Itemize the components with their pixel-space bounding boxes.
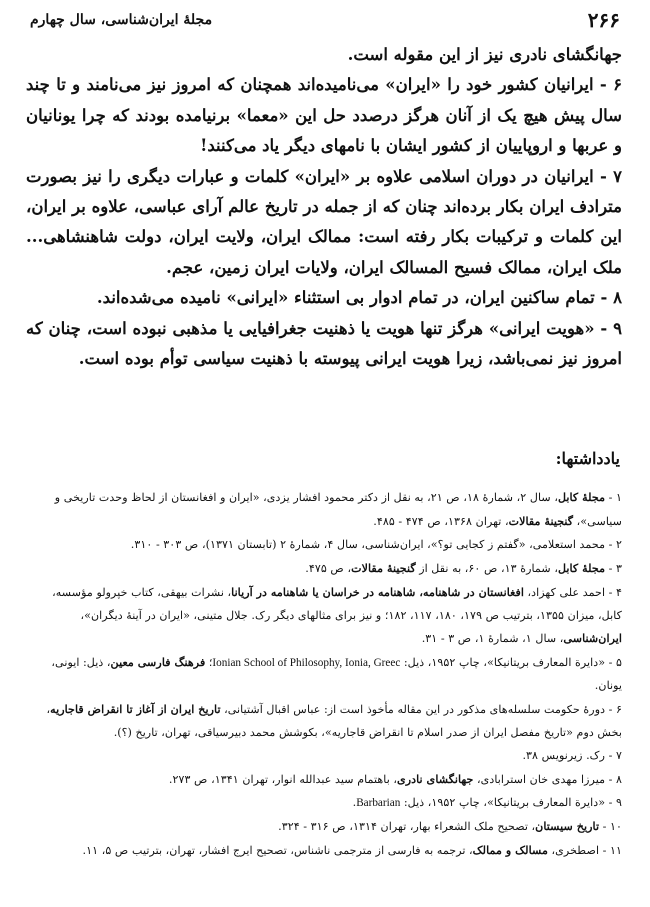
- footnote-4-book: افغانستان در شاهنامه، شاهنامه در خراسان یا شاهنامه در آریانا: [231, 584, 524, 599]
- footnote-5-latin-term: Ionian School of Philosophy, Ionia, Greec: [212, 657, 401, 670]
- footnote-3-text-b: ، شمارهٔ ۱۳، ص ۶۰، به نقل از: [415, 561, 558, 575]
- footnote-3: [26, 557, 622, 581]
- footnote-6-book: تاریخ ایران از آغاز تا انقراض قاجاریه: [50, 702, 221, 717]
- paragraph-7: [26, 162, 622, 284]
- footnote-1-text-a: ۱ -: [605, 491, 622, 504]
- footnote-3-book: گنجینهٔ مقالات: [351, 560, 416, 575]
- footnote-5: [26, 651, 622, 698]
- footnote-3-journal: مجلهٔ کابل: [557, 560, 606, 575]
- footnote-4: [26, 581, 622, 652]
- footnote-4-text-b: ، نشرات بیهقی، کتاب خپرولو مؤسسه، کابل، میزان ۱۳۵۵، بترتیب ص ۱۷۹، ۱۸۰، ۱۱۷، ۱۸۲؛ و نیز برای مثالهای دیگر رک. جلال متینی، «ایران در آینهٔ دیگران»،: [52, 585, 622, 622]
- footnote-11-book: مسالک و ممالک: [472, 842, 548, 857]
- paragraph-8: ۸ - تمام ساکنین ایران، در تمام ادوار بی استثناء «ایرانی» نامیده می‌شده‌اند.: [96, 288, 622, 308]
- footnote-7: ۷ - رک. زیرنویس ۳۸.: [522, 748, 622, 762]
- footnote-11-text-b: ، ترجمه به فارسی از مترجمی ناشناس، تصحیح ایرج افشار، تهران، بترتیب ص ۵، ۱۱.: [82, 843, 473, 857]
- footnote-6: [26, 698, 622, 745]
- footnotes-list: [26, 486, 622, 863]
- footnote-9-text-a: ۹ - «دایرة المعارف بریتانیکا»، چاپ ۱۹۵۲، ذیل:: [400, 795, 622, 809]
- footnote-6-text-b: ، بخش دوم «تاریخ مفصل ایران از صدر اسلام تا انقراض قاجاریه»، بکوشش محمد دبیرسیاقی، تهران، تاریخ (؟).: [46, 703, 622, 740]
- footnote-9-latin-term: Barbarian: [356, 796, 401, 809]
- footnote-5-book: فرهنگ فارسی معین: [110, 655, 206, 670]
- footnote-1: [26, 486, 622, 534]
- footnote-8-text-a: ۸ - میرزا مهدی خان استرابادی،: [473, 772, 622, 786]
- body-text: [26, 40, 622, 374]
- footnote-4-text-a: ۴ - احمد علی کهزاد،: [523, 585, 622, 599]
- footnote-5-text-b: ؛: [205, 656, 213, 670]
- footnote-10: [26, 815, 622, 839]
- footnote-4-text-c: ، سال ۱، شمارهٔ ۱، ص ۳ - ۳۱.: [421, 632, 564, 646]
- footnote-10-book: تاریخ سیستان: [535, 818, 600, 833]
- footnote-2: ۲ - محمد استعلامی، «گفتم ز کجایی تو؟»، ایران‌شناسی، سال ۴، شمارهٔ ۲ (تابستان ۱۳۷۱)، ص ۳۰۳ - ۳۱۰.: [130, 537, 622, 551]
- paragraph-7-text-b: ، علاوه بر ایران، این کلمات و ترکیبات بکار رفته است: ممالک ایران، ولایت ایران، دولت شاهنشاهی... ملک ایران، ممالک فسیح المسالک ایران، ولایات ایران زمین، عجم.: [26, 197, 622, 277]
- paragraph-6: ۶ - ایرانیان کشور خود را «ایران» می‌نامیده‌اند همچنان که امروز نیز می‌نامند و تا چند سال پیش هیچ یک از آنان هرگز درصدد حل این «معما» برنیامده بودند که چرا یونانیان و عربها و اروپاییان از کشور ایشان با نامهای دیگر یاد می‌کنند!: [26, 75, 622, 156]
- page-header: [30, 6, 620, 34]
- footnote-11: [26, 839, 622, 863]
- running-title: مجلهٔ ایران‌شناسی، سال چهارم: [30, 12, 213, 28]
- paragraph-7-book-title: تاریخ عالم آرای عباسی: [139, 197, 298, 217]
- footnote-10-text-a: ۱۰ -: [599, 819, 622, 833]
- footnote-8-text-b: ، باهتمام سید عبدالله انوار، تهران ۱۳۴۱، ص ۲۷۳.: [168, 772, 397, 786]
- footnote-6-text-a: ۶ - دورهٔ حکومت سلسله‌های مذکور در این مقاله مأخوذ است از: عباس اقبال آشتیانی،: [220, 703, 622, 717]
- footnote-5-text-c: ، ذیل: ایونی، یونان.: [51, 656, 622, 693]
- notes-heading: یادداشتها:: [555, 449, 620, 468]
- footnote-8: [26, 768, 622, 792]
- footnote-1-journal: مجلهٔ کابل: [557, 490, 606, 504]
- footnote-10-text-b: ، تصحیح ملک الشعراء بهار، تهران ۱۳۱۴، ص ۳۱۶ - ۳۲۴.: [278, 819, 536, 833]
- footnote-8-book: جهانگشای نادری: [397, 771, 474, 786]
- page-number: ۲۶۶: [587, 8, 620, 32]
- footnote-3-text-c: ، ص ۴۷۵.: [305, 561, 352, 575]
- paragraph-continuation: جهانگشای نادری نیز از این مقوله است.: [347, 45, 622, 64]
- footnote-3-text-a: ۳ -: [605, 561, 622, 575]
- paragraph-7-text-a: ۷ - ایرانیان در دوران اسلامی علاوه بر «ایران» کلمات و عبارات دیگری را نیز بصورت مترادف ایران بکار برده‌اند چنان که از جمله در: [26, 166, 622, 217]
- footnote-11-text-a: ۱۱ - اصطخری،: [547, 843, 622, 857]
- footnote-5-text-a: ۵ - «دایرة المعارف بریتانیکا»، چاپ ۱۹۵۲، ذیل:: [400, 656, 622, 670]
- footnote-4-journal: ایران‌شناسی: [563, 631, 622, 646]
- footnote-1-book: گنجینهٔ مقالات: [508, 513, 574, 528]
- footnote-1-text-c: ، تهران ۱۳۶۸، ص ۴۷۴ - ۴۸۵.: [373, 514, 509, 528]
- footnote-9: [26, 792, 622, 815]
- footnote-9-text-b: .: [352, 795, 357, 809]
- footnote-1-text-b: ، سال ۲، شمارهٔ ۱۸، ص ۲۱، به نقل از دکتر محمود افشار یزدی، «ایران و افغانستان از لحاظ وحدت تاریخی و سیاسی»،: [54, 491, 622, 528]
- paragraph-9: ۹ - «هویت ایرانی» هرگز تنها هویت یا ذهنیت جغرافیایی یا مذهبی نبوده است، چنان که امروز نیز نمی‌باشد، زیرا هویت ایرانی پیوسته با ذهنیت سیاسی توأم بوده است.: [26, 318, 622, 369]
